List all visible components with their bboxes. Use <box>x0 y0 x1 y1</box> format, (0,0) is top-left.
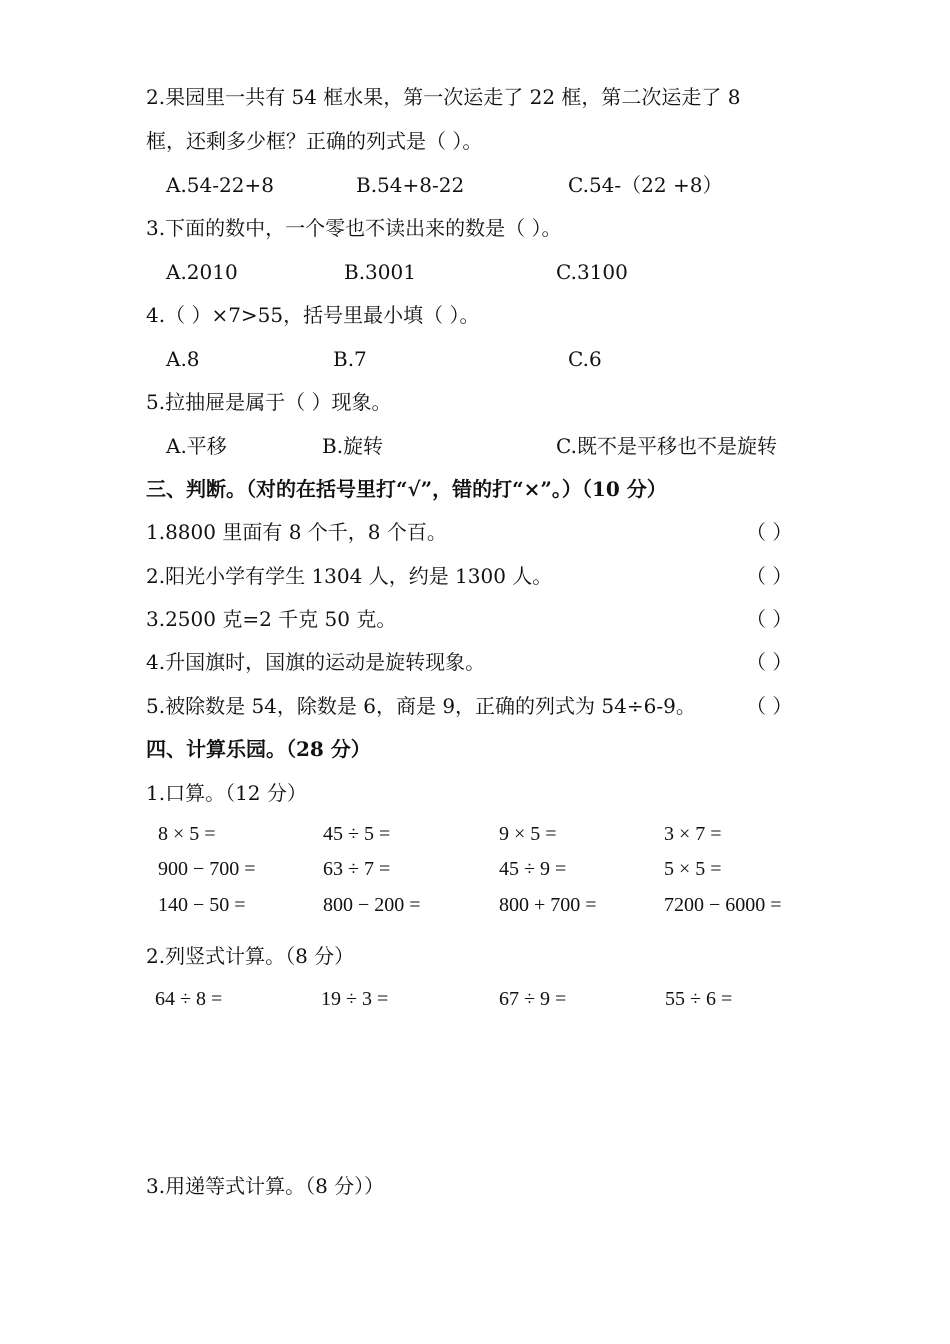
q4-option-c: C.6 <box>568 347 602 371</box>
vertical-item: 64 ÷ 8 = <box>155 988 223 1010</box>
vertical-item: 67 ÷ 9 = <box>499 988 567 1010</box>
oral-item: 9 × 5 = <box>499 823 557 845</box>
oral-item: 63 ÷ 7 = <box>323 858 391 880</box>
vertical-calc-title: 2.列竖式计算。（8 分） <box>146 944 355 968</box>
oral-item: 900 − 700 = <box>158 858 256 880</box>
oral-item: 8 × 5 = <box>158 823 216 845</box>
judge-item-2: 2.阳光小学有学生 1304 人，约是 1300 人。 <box>146 564 553 588</box>
vertical-item: 55 ÷ 6 = <box>665 988 733 1010</box>
question-2-line-2: 框，还剩多少框？正确的列式是（ ）。 <box>146 129 483 153</box>
oral-calc-title: 1.口算。（12 分） <box>146 781 307 805</box>
judge-item-4: 4.升国旗时，国旗的运动是旋转现象。 <box>146 650 486 674</box>
oral-item: 45 ÷ 9 = <box>499 858 567 880</box>
q3-option-a: A.2010 <box>166 260 238 284</box>
question-3: 3.下面的数中，一个零也不读出来的数是（ ）。 <box>146 216 562 240</box>
q3-option-c: C.3100 <box>556 260 628 284</box>
q2-option-a: A.54-22+8 <box>166 173 274 197</box>
q5-option-c: C.既不是平移也不是旋转 <box>556 434 777 458</box>
q2-option-b: B.54+8-22 <box>356 173 465 197</box>
oral-item: 5 × 5 = <box>664 858 722 880</box>
q5-option-a: A.平移 <box>166 434 227 458</box>
section-4-heading: 四、计算乐园。（28 分） <box>146 737 371 761</box>
question-4: 4.（ ）×7>55，括号里最小填（ ）。 <box>146 303 480 327</box>
judge-item-5: 5.被除数是 54，除数是 6，商是 9，正确的列式为 54÷6-9。 <box>146 694 696 718</box>
q3-option-b: B.3001 <box>344 260 416 284</box>
oral-item: 45 ÷ 5 = <box>323 823 391 845</box>
q4-option-b: B.7 <box>333 347 367 371</box>
judge-item-1: 1.8800 里面有 8 个千，8 个百。 <box>146 520 447 544</box>
judge-answer-blank-5: （ ） <box>746 694 793 718</box>
judge-answer-blank-4: （ ） <box>746 650 793 674</box>
judge-answer-blank-3: （ ） <box>746 607 793 631</box>
vertical-item: 19 ÷ 3 = <box>321 988 389 1010</box>
question-5: 5.拉抽屉是属于（ ）现象。 <box>146 390 392 414</box>
oral-item: 7200 − 6000 = <box>664 894 782 916</box>
step-calc-title: 3.用递等式计算。（8 分）） <box>146 1174 385 1198</box>
q5-option-b: B.旋转 <box>322 434 384 458</box>
oral-item: 140 − 50 = <box>158 894 246 916</box>
oral-item: 800 − 200 = <box>323 894 421 916</box>
q4-option-a: A.8 <box>166 347 200 371</box>
judge-answer-blank-2: （ ） <box>746 564 793 588</box>
oral-item: 3 × 7 = <box>664 823 722 845</box>
question-2-line-1: 2.果园里一共有 54 框水果，第一次运走了 22 框，第二次运走了 8 <box>146 85 741 109</box>
section-3-heading: 三、判断。（对的在括号里打“√”，错的打“×”。）（10 分） <box>146 477 667 501</box>
q2-option-c: C.54-（22 +8） <box>568 173 723 197</box>
judge-answer-blank-1: （ ） <box>746 520 793 544</box>
judge-item-3: 3.2500 克=2 千克 50 克。 <box>146 607 397 631</box>
oral-item: 800 + 700 = <box>499 894 597 916</box>
